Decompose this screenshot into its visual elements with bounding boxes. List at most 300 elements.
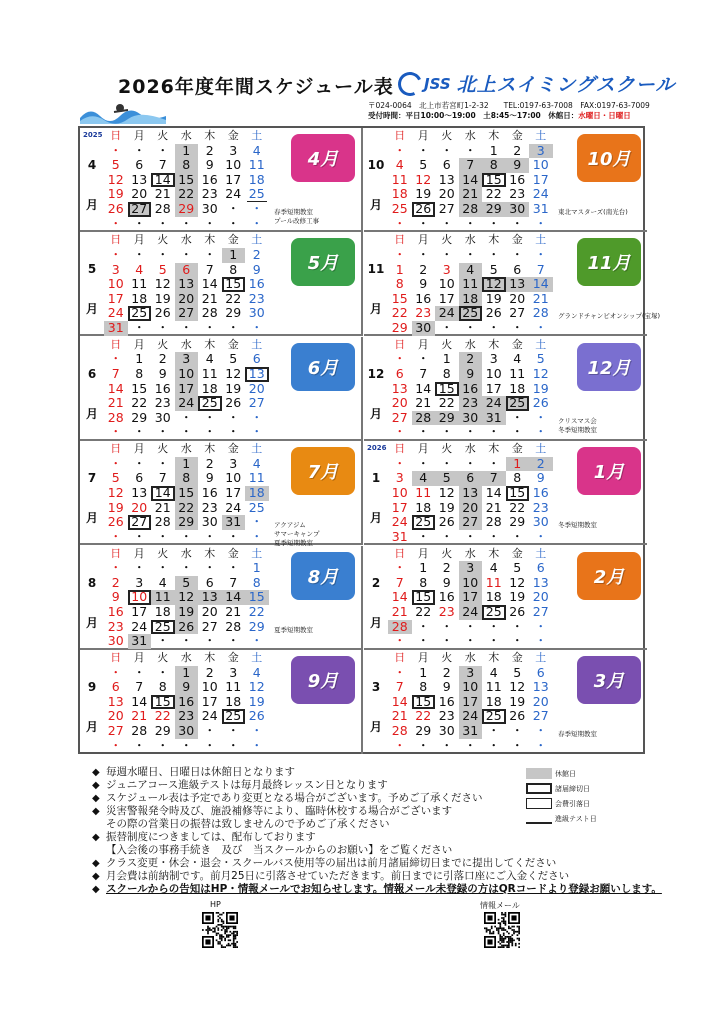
calendar-day: 12 — [509, 679, 526, 695]
calendar-day: 19 — [107, 186, 124, 202]
weekday-header: 金 — [511, 129, 523, 142]
calendar-day: ・ — [250, 200, 263, 216]
calendar-day: 6 — [135, 470, 144, 486]
calendar-day: ・ — [463, 246, 477, 262]
weekday-header: 日 — [110, 233, 122, 247]
calendar-day: 28 — [154, 200, 171, 216]
weekday-header: 月 — [133, 233, 145, 247]
calendar-day: ・ — [179, 737, 193, 753]
calendar-day: 30 — [201, 200, 218, 216]
calendar-day: 7 — [135, 679, 144, 695]
page-header — [0, 0, 724, 128]
calendar-day: ・ — [203, 424, 216, 440]
event-list — [558, 417, 597, 435]
note-text — [106, 831, 652, 857]
calendar-day: ・ — [440, 246, 453, 262]
weekday-header: 土 — [535, 651, 547, 664]
calendar-day: 20 — [201, 603, 218, 619]
calendar-day: 19 — [532, 380, 549, 396]
calendar-day: 21 — [459, 187, 483, 202]
calendar-day: 21 — [391, 603, 408, 619]
calendar-day: ・ — [487, 737, 500, 753]
day-grid — [388, 233, 553, 335]
calendar-day: ・ — [250, 514, 263, 530]
month-cell — [80, 128, 363, 232]
calendar-day: 5 — [536, 351, 545, 367]
calendar-day: 1 — [419, 664, 428, 680]
calendar-day: 18 — [509, 380, 526, 396]
calendar-day: 11 — [225, 679, 242, 695]
calendar-day: 28 — [532, 305, 549, 321]
calendar-day: 23 — [509, 186, 526, 202]
month-badge: 2月 — [577, 552, 641, 600]
note-line: 振替制度につきましては、配布しております — [106, 831, 316, 843]
calendar-day: 16 — [154, 380, 171, 396]
month-suffix: 月 — [85, 511, 98, 526]
calendar-day: 10 — [225, 470, 242, 486]
day-grid — [388, 129, 553, 231]
calendar-day: 27 — [248, 395, 265, 411]
calendar-day: 16 — [509, 171, 526, 187]
calendar-day: 6 — [135, 157, 144, 173]
calendar-day: ・ — [534, 409, 547, 425]
calendar-day: 2 — [442, 664, 451, 680]
calendar-day: ・ — [534, 618, 547, 634]
calendar-day: ・ — [463, 737, 477, 753]
calendar-day: 4 — [252, 455, 261, 471]
note-item — [92, 831, 652, 857]
calendar-day: 5 — [489, 261, 498, 277]
note-bullet: ◆ — [92, 884, 100, 895]
calendar-day: ・ — [393, 633, 406, 649]
weekday-header: 日 — [110, 546, 122, 560]
calendar-day: 1 — [222, 248, 246, 263]
weekday-header: 木 — [204, 442, 216, 456]
calendar-day: 20 — [532, 693, 549, 709]
calendar-day: ・ — [156, 528, 169, 544]
calendar-day: 10 — [225, 157, 242, 173]
calendar-day: 5 — [158, 261, 167, 277]
qr-code-hp[interactable] — [202, 912, 238, 948]
holiday-text: 水曜日・日曜日 — [578, 111, 631, 120]
note-bullet: ◆ — [92, 780, 100, 791]
month-cell — [364, 337, 647, 441]
calendar-day: 20 — [175, 292, 199, 307]
calendar-day: 27 — [201, 618, 218, 634]
calendar-day: 24 — [131, 618, 148, 634]
calendar-day: 14 — [131, 693, 148, 709]
calendar-day: 27 — [438, 200, 455, 216]
calendar-day: 25 — [245, 187, 269, 202]
calendar-day: 24 — [435, 306, 459, 321]
event-label: サマーキャンプ — [274, 530, 320, 539]
calendar-day: 15 — [175, 173, 199, 188]
calendar-day: 6 — [442, 157, 451, 173]
calendar-day: 3 — [459, 666, 483, 681]
calendar-day: 27 — [532, 708, 549, 724]
calendar-day: 29 — [391, 319, 408, 335]
note-text — [106, 870, 652, 883]
calendar-day: 1 — [419, 560, 428, 576]
weekday-header: 金 — [511, 442, 523, 456]
weekday-header: 月 — [133, 546, 145, 560]
calendar-day: ・ — [156, 455, 169, 471]
calendar-day: ・ — [109, 246, 122, 262]
calendar-day: 13 — [506, 277, 530, 292]
calendar-day: ・ — [487, 424, 500, 440]
calendar-day: ・ — [132, 319, 146, 335]
calendar-day: 15 — [391, 290, 408, 306]
month-suffix: 月 — [369, 615, 382, 630]
weekday-header: 日 — [110, 651, 122, 664]
calendar-day: 21 — [532, 290, 549, 306]
calendar-day: 4 — [459, 263, 483, 278]
day-grid — [104, 442, 269, 544]
calendar-day: 14 — [415, 380, 432, 396]
calendar-day: 3 — [229, 455, 238, 471]
weekday-header: 金 — [227, 129, 239, 142]
calendar-day: 13 — [391, 380, 408, 396]
calendar-day: ・ — [156, 737, 169, 753]
calendar-day: 12 — [175, 590, 199, 605]
calendar-day: 30 — [438, 722, 455, 738]
calendar-day: 13 — [131, 484, 148, 500]
calendar-day: 2 — [459, 352, 483, 367]
calendar-day: ・ — [416, 424, 430, 440]
calendar-day: ・ — [132, 737, 146, 753]
calendar-day: 13 — [245, 367, 269, 382]
calendar-day: ・ — [440, 618, 453, 634]
calendar-day: 16 — [438, 693, 455, 709]
weekday-header: 土 — [535, 546, 547, 560]
calendar-day: 23 — [532, 499, 549, 515]
calendar-day: 19 — [175, 605, 199, 620]
calendar-day: ・ — [250, 424, 263, 440]
qr-mail-label: 情報メール — [480, 901, 520, 910]
calendar-day: ・ — [156, 560, 169, 576]
calendar-day: 20 — [131, 499, 148, 515]
calendar-day: ・ — [179, 319, 193, 335]
calendar-day: 18 — [415, 499, 432, 515]
event-label: 夏季短期教室 — [274, 625, 313, 634]
calendar-day: 2 — [529, 457, 553, 472]
event-list — [558, 312, 660, 321]
calendar-day: 11 — [151, 590, 175, 605]
calendar-day: 6 — [536, 664, 545, 680]
calendar-day: ・ — [226, 424, 240, 440]
event-list — [274, 626, 313, 635]
fee-swatch — [526, 798, 552, 809]
calendar-day: 17 — [175, 382, 199, 397]
calendar-day: ・ — [203, 409, 216, 425]
calendar-day: 10 — [201, 679, 218, 695]
school-logo[interactable] — [398, 70, 675, 97]
month-suffix: 月 — [85, 406, 98, 421]
calendar-day: ・ — [203, 319, 216, 335]
calendar-day: 4 — [489, 664, 498, 680]
weekday-header: 火 — [441, 129, 453, 142]
calendar-day: 2 — [513, 142, 522, 158]
calendar-day: 7 — [205, 261, 214, 277]
month-cell — [80, 337, 363, 441]
calendar-day: 21 — [225, 603, 242, 619]
legend-fee — [526, 796, 597, 811]
calendar-day: 14 — [485, 484, 502, 500]
note-text — [106, 883, 662, 896]
calendar-day: 21 — [131, 708, 148, 724]
calendar-day: ・ — [393, 215, 406, 231]
calendar-day: ・ — [203, 528, 216, 544]
calendar-day: 17 — [131, 603, 148, 619]
weekday-header: 月 — [417, 129, 429, 142]
calendar-day: 24 — [391, 514, 408, 530]
calendar-day: 10 — [107, 276, 124, 292]
calendar-day: 20 — [391, 395, 408, 411]
weekday-header: 月 — [417, 442, 429, 456]
closed-swatch — [526, 768, 552, 779]
calendar-day: ・ — [203, 722, 216, 738]
weekday-header: 木 — [204, 129, 216, 142]
calendar-day: 26 — [225, 395, 242, 411]
calendar-day: 20 — [438, 186, 455, 202]
legend-test-label: 進級テスト日 — [555, 814, 597, 823]
day-grid — [388, 547, 553, 649]
calendar-day: 28 — [391, 722, 408, 738]
event-label: アクアジム — [274, 521, 306, 530]
calendar-day: 3 — [442, 261, 451, 277]
calendar-day: ・ — [393, 246, 406, 262]
calendar-day: ・ — [440, 633, 453, 649]
calendar-day: ・ — [109, 560, 122, 576]
calendar-day: 23 — [107, 618, 124, 634]
calendar-day: 22 — [485, 186, 502, 202]
note-line: 毎週水曜日、日曜日は休館日となります — [106, 766, 295, 778]
month-suffix: 月 — [369, 302, 382, 317]
calendar-day: ・ — [416, 215, 430, 231]
weekday-header: 木 — [488, 337, 500, 351]
calendar-day: 7 — [459, 158, 483, 173]
calendar-day: 14 — [107, 380, 124, 396]
calendar-day: ・ — [203, 215, 216, 231]
calendar-day: ・ — [393, 664, 406, 680]
calendar-day: 30 — [532, 514, 549, 530]
calendar-day: 5 — [229, 351, 238, 367]
month-suffix: 月 — [369, 720, 382, 734]
calendar-day: 12 — [415, 171, 432, 187]
calendar-day: ・ — [534, 246, 547, 262]
month-number: 9 — [87, 680, 97, 694]
calendar-day: ・ — [510, 618, 524, 634]
calendar-day: ・ — [510, 319, 524, 335]
calendar-day: ・ — [416, 455, 430, 471]
event-label: プール改修工事 — [274, 217, 320, 225]
calendar-day: 16 — [107, 603, 124, 619]
month-cell — [364, 232, 661, 336]
calendar-day: 23 — [459, 396, 483, 411]
calendar-day: ・ — [156, 246, 169, 262]
calendar-day: ・ — [132, 215, 146, 231]
calendar-day: 1 — [395, 261, 404, 277]
event-list — [274, 208, 319, 226]
calendar-day: ・ — [510, 722, 524, 738]
calendar-day: ・ — [463, 319, 477, 335]
calendar-day: 30 — [175, 724, 199, 739]
event-label: グランドチャンピオンシップ(宝塚) — [558, 312, 661, 321]
calendar-day: 24 — [459, 709, 483, 724]
calendar-day: 29 — [248, 618, 265, 634]
calendar-day: 9 — [158, 365, 167, 381]
calendar-day: ・ — [487, 722, 500, 738]
calendar-day: 23 — [415, 305, 432, 321]
calendar-day: ・ — [463, 142, 477, 158]
calendar-day: 31 — [104, 321, 128, 336]
calendar-day: 4 — [205, 351, 214, 367]
calendar-day: 30 — [154, 409, 171, 425]
calendar-day: ・ — [440, 215, 453, 231]
calendar-day: ・ — [132, 528, 146, 544]
calendar-day: 28 — [412, 411, 436, 426]
calendar-day: 23 — [201, 186, 218, 202]
calendar-day: 25 — [248, 499, 265, 515]
calendar-day: ・ — [510, 409, 524, 425]
weekday-header: 月 — [417, 337, 429, 351]
weekday-header: 月 — [417, 233, 429, 247]
weekday-header: 日 — [394, 233, 406, 247]
calendar-day: ・ — [132, 142, 146, 158]
day-grid — [104, 651, 269, 753]
calendar-day: 23 — [154, 395, 171, 411]
calendar-day: 22 — [175, 501, 199, 516]
calendar-day: 19 — [107, 499, 124, 515]
calendar-day: 9 — [419, 276, 428, 292]
calendar-day: 3 — [229, 142, 238, 158]
calendar-day: 18 — [131, 290, 148, 306]
calendar-day: 4 — [395, 157, 404, 173]
month-number: 1 — [371, 471, 381, 486]
calendar-day: 24 — [532, 186, 549, 202]
calendar-day: 21 — [415, 395, 432, 411]
calendar-day: 4 — [513, 351, 522, 367]
calendar-day: 10 — [175, 367, 199, 382]
calendar-day: 10 — [459, 576, 483, 591]
calendar-day: 22 — [509, 499, 526, 515]
event-label: 冬季短期教室 — [558, 425, 597, 434]
calendar-day: 7 — [395, 679, 404, 695]
calendar-day: 2 — [205, 142, 214, 158]
calendar-day: 4 — [412, 471, 436, 486]
calendar-day: 5 — [111, 470, 120, 486]
calendar-day: 29 — [175, 515, 199, 530]
calendar-day: 5 — [513, 560, 522, 576]
calendar-day: 3 — [459, 561, 483, 576]
calendar-day: 1 — [506, 457, 530, 472]
calendar-day: 11 — [415, 484, 432, 500]
calendar-day: 24 — [175, 396, 199, 411]
calendar-day: 8 — [395, 276, 404, 292]
calendar-day: ・ — [510, 246, 524, 262]
weekday-header: 日 — [394, 651, 406, 664]
qr-code-mail[interactable] — [484, 912, 520, 948]
calendar-day: 11 — [485, 574, 502, 590]
event-list — [558, 208, 628, 217]
calendar-day: ・ — [487, 633, 500, 649]
calendar-day: 15 — [245, 590, 269, 605]
month-number: 11 — [367, 262, 385, 277]
deadline-swatch — [526, 783, 552, 794]
calendar-day: 4 — [135, 261, 144, 277]
calendar-day: ・ — [463, 215, 477, 231]
calendar-day: ・ — [156, 424, 169, 440]
calendar-day: 31 — [222, 515, 246, 530]
calendar-day: 13 — [438, 171, 455, 187]
weekday-header: 水 — [180, 337, 192, 351]
calendar-day: 16 — [459, 382, 483, 397]
calendar-day: 31 — [128, 634, 152, 649]
calendar-day: 6 — [175, 263, 199, 278]
calendar-day: 29 — [415, 722, 432, 738]
month-cell — [80, 232, 363, 336]
calendar-day: 14 — [459, 173, 483, 188]
calendar-day: ・ — [156, 142, 169, 158]
calendar-day: ・ — [416, 633, 430, 649]
weekday-header: 火 — [157, 233, 169, 247]
month-cell — [364, 441, 647, 545]
weekday-header: 金 — [227, 233, 239, 247]
calendar-day: 10 — [128, 590, 152, 605]
month-suffix: 月 — [369, 406, 382, 421]
calendar-day: 12 — [509, 574, 526, 590]
weekday-header: 日 — [110, 129, 122, 142]
calendar-day: ・ — [179, 409, 193, 425]
calendar-day: ・ — [487, 528, 500, 544]
calendar-day: 12 — [107, 171, 124, 187]
calendar-day: ・ — [250, 633, 263, 649]
calendar-day: 7 — [419, 365, 428, 381]
calendar-day: ・ — [463, 528, 477, 544]
calendar-day: ・ — [487, 246, 500, 262]
calendar-day: ・ — [463, 455, 477, 471]
event-label: 夏季短期教室 — [274, 539, 313, 548]
calendar-day: 27 — [175, 306, 199, 321]
weekday-header: 土 — [251, 546, 263, 560]
weekday-header: 火 — [441, 546, 453, 560]
year-label: 2025 — [83, 131, 103, 139]
calendar-day: 1 — [175, 144, 199, 159]
calendar-day: 27 — [107, 722, 124, 738]
calendar-day: 11 — [391, 171, 408, 187]
calendar-day: 24 — [482, 396, 506, 411]
calendar-day: 22 — [131, 395, 148, 411]
day-grid — [388, 651, 553, 753]
note-line: 災害警報発令時及び、施設補修等により、臨時休校する場合がございます — [106, 805, 453, 817]
calendar-day: ・ — [226, 409, 240, 425]
calendar-day: 23 — [175, 709, 199, 724]
test-swatch — [526, 818, 552, 824]
calendar-day: 8 — [419, 574, 428, 590]
note-line: その際の営業日の振替は致しませんので予めご了承ください — [106, 818, 390, 830]
calendar-day: 9 — [175, 680, 199, 695]
calendar-day: ・ — [109, 737, 122, 753]
calendar-day: 8 — [175, 158, 199, 173]
calendar-day: 27 — [509, 305, 526, 321]
weekday-header: 土 — [251, 337, 263, 351]
calendar-day: 18 — [225, 693, 242, 709]
calendar-day: 3 — [175, 352, 199, 367]
calendar-day: 17 — [532, 171, 549, 187]
calendar-day: ・ — [226, 737, 240, 753]
calendar-day: 22 — [438, 395, 455, 411]
calendar-day: 4 — [252, 664, 261, 680]
